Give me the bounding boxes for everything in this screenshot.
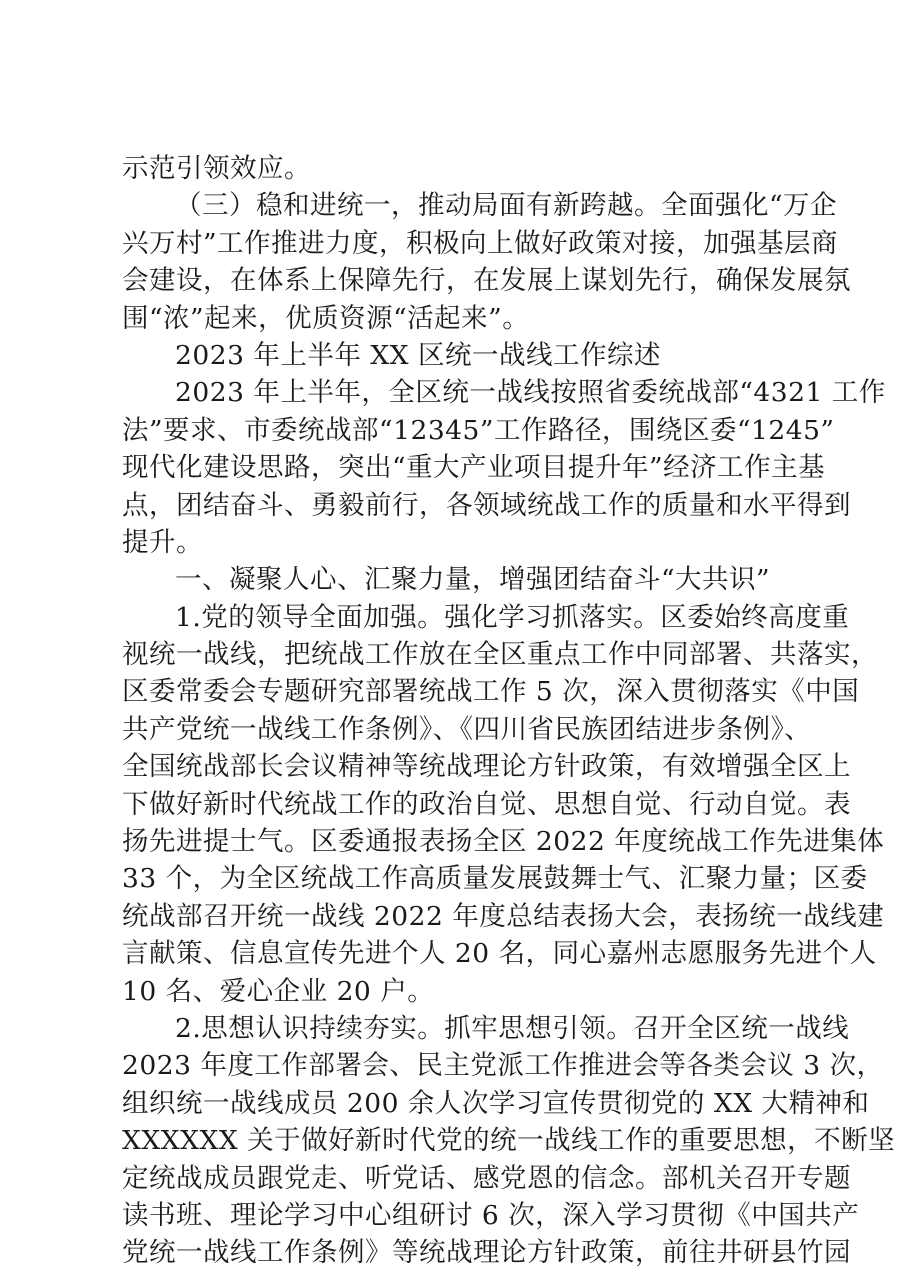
text-line: 33 个，为全区统战工作高质量发展鼓舞士气、汇聚力量；区委 xyxy=(122,863,868,895)
text-line: 法”要求、市委统战部“12345”工作路径，围绕区委“1245” xyxy=(122,414,835,446)
text-line: 视统一战线，把统战工作放在全区重点工作中同部署、共落实， xyxy=(122,639,878,671)
text-line: 言献策、信息宣传先进个人 20 名，同心嘉州志愿服务先进个人 xyxy=(122,938,877,970)
text-line: 读书班、理论学习中心组研讨 6 次，深入学习贯彻《中国共产 xyxy=(122,1199,860,1231)
text-line: 1.党的领导全面加强。强化学习抓落实。区委始终高度重 xyxy=(175,601,850,633)
text-line: 2023 年上半年，全区统一战线按照省委统战部“4321 工作 xyxy=(175,377,886,409)
text-line: XXXXXX 关于做好新时代党的统一战线工作的重要思想，不断坚 xyxy=(122,1125,896,1157)
text-line: 10 名、爱心企业 20 户。 xyxy=(122,975,435,1007)
text-line: 2023 年上半年 XX 区统一战线工作综述 xyxy=(175,339,661,371)
text-line: 下做好新时代统战工作的政治自觉、思想自觉、行动自觉。表 xyxy=(122,788,851,820)
text-line: 2023 年度工作部署会、民主党派工作推进会等各类会议 3 次， xyxy=(122,1050,884,1082)
text-line: 扬先进提士气。区委通报表扬全区 2022 年度统战工作先进集体 xyxy=(122,826,885,858)
text-line: 现代化建设思路，突出“重大产业项目提升年”经济工作主基 xyxy=(122,452,826,484)
text-line: 2.思想认识持续夯实。抓牢思想引领。召开全区统一战线 xyxy=(175,1012,850,1044)
text-line: 统战部召开统一战线 2022 年度总结表扬大会，表扬统一战线建 xyxy=(122,900,885,932)
text-line: 组织统一战线成员 200 余人次学习宣传贯彻党的 XX 大精神和 xyxy=(122,1087,870,1119)
text-line: 示范引领效应。 xyxy=(122,153,311,184)
document-body xyxy=(122,150,896,1272)
text-line: 共产党统一战线工作条例》、《四川省民族团结进步条例》、 xyxy=(122,713,812,745)
text-line: 定统战成员跟党走、听党话、感党恩的信念。部机关召开专题 xyxy=(122,1162,851,1194)
text-line: 全国统战部长会议精神等统战理论方针政策，有效增强全区上 xyxy=(122,751,851,783)
text-line: 围“浓”起来，优质资源“活起来”。 xyxy=(122,302,530,334)
text-line: 会建设，在体系上保障先行，在发展上谋划先行，确保发展氛 xyxy=(122,265,851,297)
text-line: 党统一战线工作条例》等统战理论方针政策，前往井研县竹园 xyxy=(122,1237,851,1269)
text-line: 兴万村”工作推进力度，积极向上做好政策对接，加强基层商 xyxy=(122,227,839,259)
text-line: 一、凝聚人心、汇聚力量，增强团结奋斗“大共识” xyxy=(175,564,771,596)
text-line: 点，团结奋斗、勇毅前行，各领域统战工作的质量和水平得到 xyxy=(122,489,851,521)
text-line: 提升。 xyxy=(122,526,203,558)
text-line: 区委常委会专题研究部署统战工作 5 次，深入贯彻落实《中国 xyxy=(122,676,860,708)
text-line: （三）稳和进统一，推动局面有新跨越。全面强化“万企 xyxy=(175,190,838,222)
